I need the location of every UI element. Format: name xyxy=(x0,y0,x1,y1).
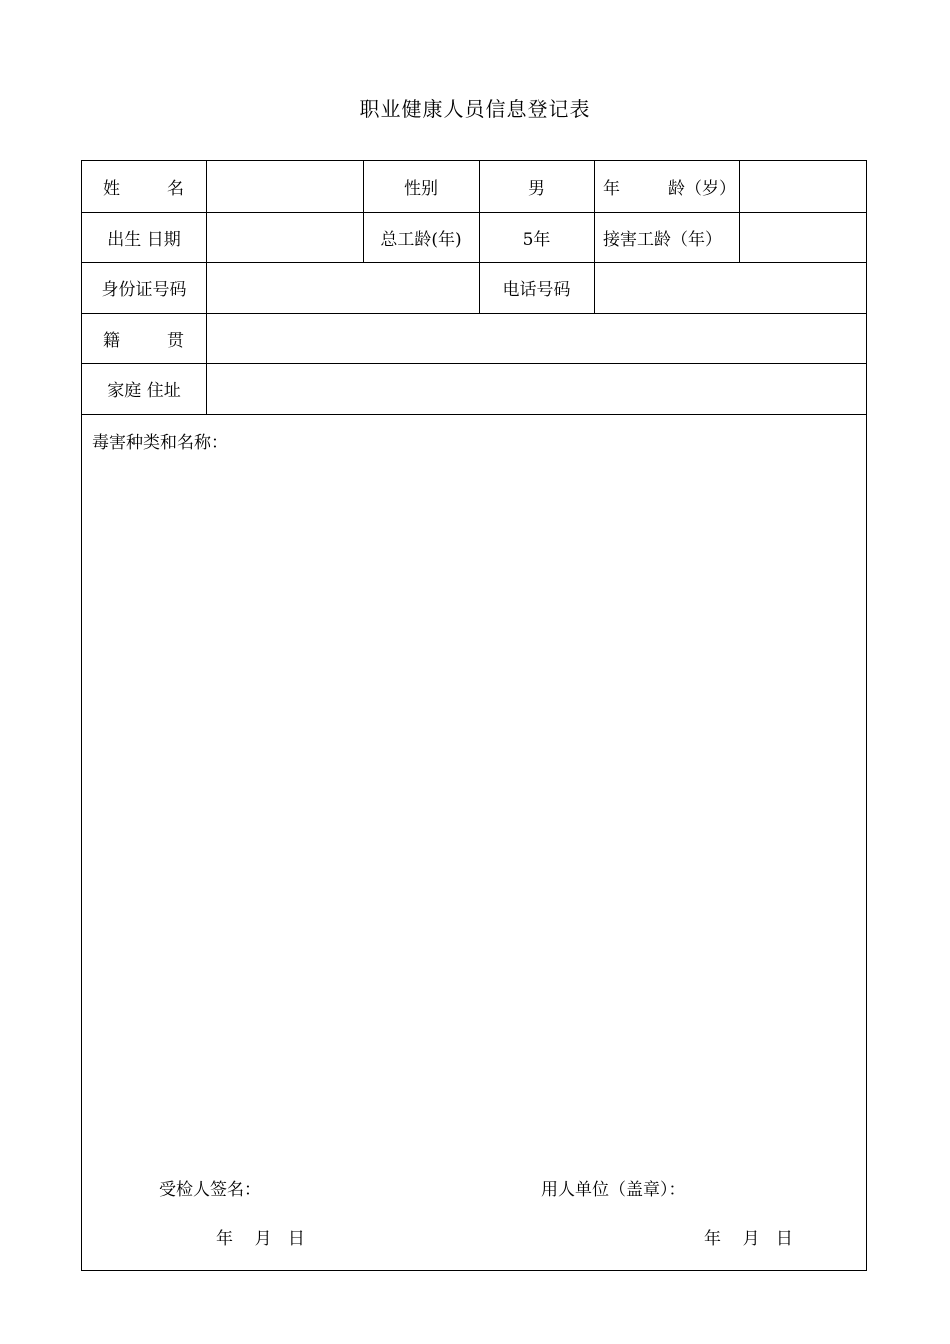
gender-label: 性别 xyxy=(404,179,438,199)
employer-date: 年 月 日 xyxy=(704,1229,793,1249)
row-divider xyxy=(82,414,866,415)
toxic-types-label: 毒害种类和名称： xyxy=(92,433,228,453)
name-label-part: 姓 xyxy=(103,179,120,199)
birth-date-field[interactable] xyxy=(206,212,363,262)
id-number-label: 身份证号码 xyxy=(101,280,187,300)
home-address-field[interactable] xyxy=(206,363,867,414)
phone-label: 电话号码 xyxy=(502,280,571,300)
native-label-part: 贯 xyxy=(167,330,184,351)
examinee-date: 年 月 日 xyxy=(216,1229,305,1249)
native-place-label xyxy=(82,313,206,363)
work-years-label: 总工龄(年) xyxy=(380,229,462,250)
form-title: 职业健康人员信息登记表 xyxy=(359,97,591,121)
name-field[interactable] xyxy=(206,161,363,212)
home-address-label: 家庭 住址 xyxy=(107,381,181,401)
work-years-value[interactable]: 5年 xyxy=(522,229,551,250)
birth-date-label: 出生 日期 xyxy=(107,229,181,250)
employer-stamp-label: 用人单位（盖章）： xyxy=(541,1180,686,1200)
id-number-field[interactable] xyxy=(206,262,479,313)
exposure-years-label: 接害工龄（年） xyxy=(603,229,722,250)
age-field[interactable] xyxy=(739,161,867,212)
age-label-part: 年 xyxy=(603,179,620,199)
age-label-part: 龄（岁） xyxy=(668,179,736,199)
native-place-field[interactable] xyxy=(206,313,867,363)
registration-form xyxy=(81,160,867,1271)
phone-field[interactable] xyxy=(594,262,867,313)
exposure-years-field[interactable] xyxy=(739,212,867,262)
examinee-signature-label: 受检人签名： xyxy=(159,1180,261,1200)
name-label xyxy=(82,161,206,212)
age-label xyxy=(594,161,739,212)
gender-value[interactable]: 男 xyxy=(528,179,545,199)
native-label-part: 籍 xyxy=(103,330,120,351)
name-label-part: 名 xyxy=(167,179,184,199)
